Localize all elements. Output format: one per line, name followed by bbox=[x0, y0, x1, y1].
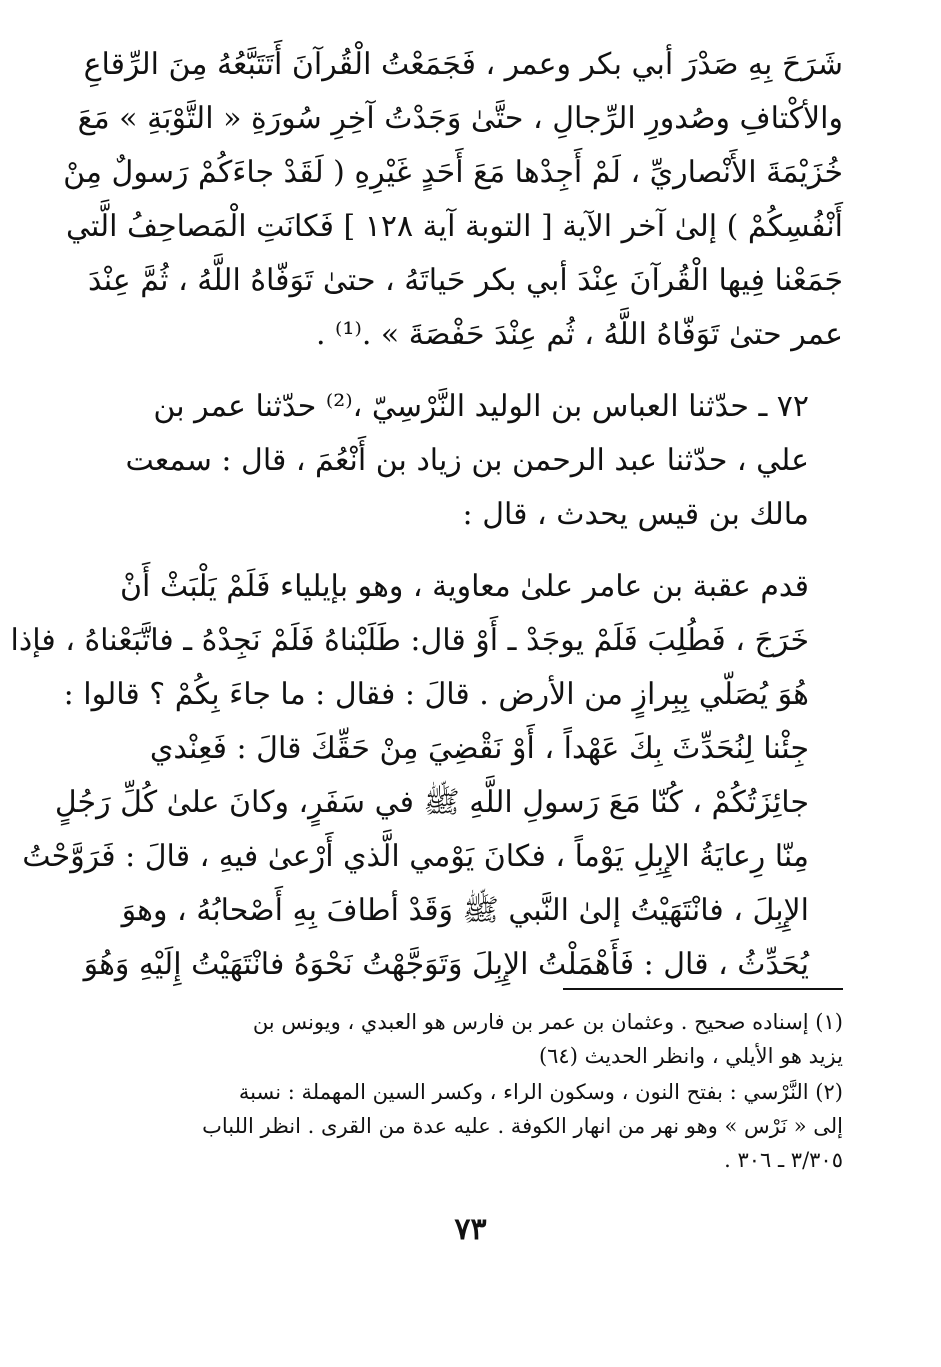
page-number: ٧٣ bbox=[454, 1212, 487, 1247]
text-line: قدم عقبة بن عامر علىٰ معاوية ، وهو بإيلياء فَلَمْ يَلْبَثْ أَنْ bbox=[119, 569, 809, 604]
text-line: مِنّا رِعايَةُ الإِبِلِ يَوْماً ، فكانَ يَوْمي الَّذي أَرْعىٰ فيهِ ، قالَ : فَرَوَّحْتُ bbox=[22, 839, 809, 874]
main-text bbox=[10, 38, 843, 992]
text-line: عمر حتىٰ تَوَفّاهُ اللَّهُ ، ثُم عِنْدَ حَفْصَةَ » .⁽¹⁾ . bbox=[315, 317, 843, 352]
footnote-2 bbox=[103, 1075, 843, 1177]
paragraph-hadith-72-isnad bbox=[103, 380, 843, 542]
footnote-1 bbox=[103, 1005, 843, 1073]
text-line: هُوَ يُصَلّي بِبِرازٍ من الأرض . قالَ : فقال : ما جاءَ بِكُمْ ؟ قالوا : bbox=[63, 677, 809, 712]
text-line: شَرَحَ بِهِ صَدْرَ أبي بكر وعمر ، فَجَمَعْتُ الْقُرآنَ أَتَتَبَّعُهُ مِنَ الرِّقاعِ bbox=[83, 47, 843, 82]
footnote-line: ٣/٣٠٥ ـ ٣٠٦ . bbox=[724, 1148, 843, 1172]
text-line: ٧٢ ـ حدّثنا العباس بن الوليد النَّرْسِيّ ،⁽²⁾ حدّثنا عمر بن bbox=[153, 389, 809, 424]
footnotes bbox=[103, 1005, 843, 1179]
text-line: مالك بن قيس يحدث ، قال : bbox=[462, 497, 809, 532]
text-line: يُحَدِّثُ ، قال : فَأَهْمَلْتُ الإِبِلَ وَتَوَجَّهْتُ نَحْوَهُ فانْتَهَيْتُ إِلَيْهِ وَهُوَ bbox=[83, 947, 809, 982]
footnote-line: (٢) النَّرْسي : بفتح النون ، وسكون الراء ، وكسر السين المهملة : نسبة bbox=[238, 1080, 843, 1104]
footnote-line: إلى « نَرْس » وهو نهر من انهار الكوفة . عليه عدة من القرى . انظر اللباب bbox=[202, 1114, 843, 1138]
paragraph-hadith-72-matn bbox=[10, 560, 843, 992]
text-line: علي ، حدّثنا عبد الرحمن بن زياد بن أَنْعُمَ ، قال : سمعت bbox=[125, 443, 809, 478]
footnote-line: (١) إسناده صحيح . وعثمان بن عمر بن فارس هو العبدي ، ويونس بن bbox=[252, 1010, 843, 1034]
text-line: والأكْتافِ وصُدورِ الرِّجالِ ، حتَّىٰ وَجَدْتُ آخِرِ سُورَةِ « التَّوْبَةِ » مَعَ bbox=[77, 101, 843, 136]
paragraph-hadith-71-end bbox=[63, 38, 843, 362]
text-line: خُزَيْمَةَ الأَنْصاريِّ ، لَمْ أَجِدْها مَعَ أَحَدٍ غَيْرِهِ ( لَقَدْ جاءَكُمْ رَسولٌ مِنْ bbox=[63, 155, 843, 190]
text-line: جِئْنا لِنُحَدِّثَ بِكَ عَهْداً ، أَوْ نَقْضِيَ مِنْ حَقِّكَ قالَ : فَعِنْدي bbox=[149, 731, 809, 766]
text-line: أَنْفُسِكُمْ ) إلىٰ آخر الآية [ التوبة آية ١٢٨ ] فَكانَتِ الْمَصاحِفُ الَّتي bbox=[65, 209, 843, 244]
text-line: خَرَجَ ، فَطُلِبَ فَلَمْ يوجَدْ ـ أَوْ قال: طَلَبْناهُ فَلَمْ نَجِدْهُ ـ فاتَّبَعْناهُ ، فإذا bbox=[10, 623, 809, 658]
text-line: جَمَعْنا فِيها الْقُرآنَ عِنْدَ أبي بكر حَياتَهُ ، حتىٰ تَوَفّاهُ اللَّهُ ، ثُمَّ عِنْدَ bbox=[87, 263, 843, 298]
footnote-line: يزيد هو الأيلي ، وانظر الحديث (٦٤) bbox=[538, 1044, 843, 1068]
text-line: جائِزَتُكُمْ ، كُنّا مَعَ رَسولِ اللَّهِ ﷺ في سَفَرٍ، وكانَ علىٰ كُلِّ رَجُلٍ bbox=[54, 785, 809, 820]
text-line: الإِبِلَ ، فانْتَهَيْتُ إلىٰ النَّبي ﷺ وَقَدْ أطافَ بِهِ أَصْحابُهُ ، وهوَ bbox=[121, 893, 809, 928]
footnote-separator bbox=[563, 988, 843, 990]
